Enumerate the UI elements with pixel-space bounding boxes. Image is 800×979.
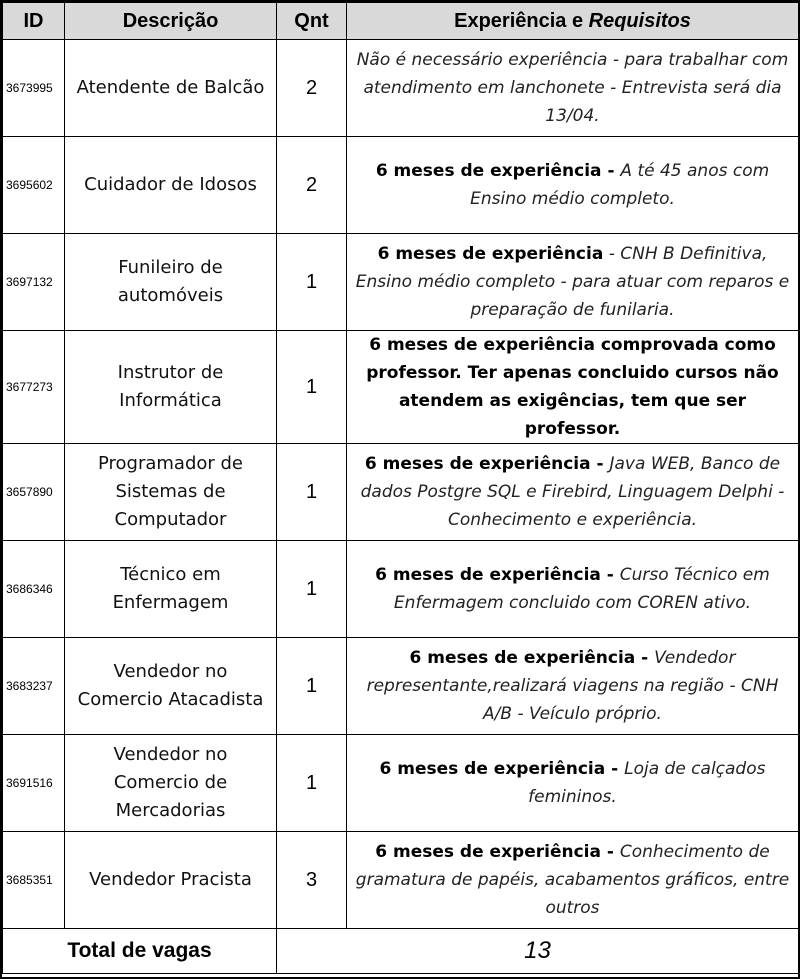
row-qnt: 1 xyxy=(277,331,347,444)
header-qnt: Qnt xyxy=(277,3,347,40)
row-id: 3683237 xyxy=(3,638,65,735)
total-row xyxy=(3,929,799,974)
row-id: 3695602 xyxy=(3,137,65,234)
row-experiencia xyxy=(347,638,799,735)
row-id: 3673995 xyxy=(3,40,65,137)
row-descricao: Instrutor de Informática xyxy=(65,331,277,444)
row-id: 3685351 xyxy=(3,832,65,929)
row-qnt: 1 xyxy=(277,541,347,638)
table-row xyxy=(3,331,799,444)
row-exp-italic: Loja de calçados femininos. xyxy=(528,759,766,807)
row-exp-italic: Conhecimento de gramatura de papéis, acabamentos gráficos, entre outros xyxy=(355,842,790,918)
table-row xyxy=(3,137,799,234)
row-id: 3691516 xyxy=(3,735,65,832)
table-row xyxy=(3,234,799,331)
header-descricao: Descrição xyxy=(65,3,277,40)
row-experiencia xyxy=(347,832,799,929)
row-descricao: Programador de Sistemas de Computador xyxy=(65,444,277,541)
row-id: 3677273 xyxy=(3,331,65,444)
row-exp-bold: 6 meses de experiência comprovada como professor. Ter apenas concluido cursos não atendem as exigências, tem que ser professor. xyxy=(366,335,779,439)
row-exp-italic: Vendedor representante,realizará viagens na região - CNH A/B - Veículo próprio. xyxy=(366,648,779,724)
row-id: 3657890 xyxy=(3,444,65,541)
table-row xyxy=(3,832,799,929)
row-experiencia xyxy=(347,541,799,638)
row-qnt: 1 xyxy=(277,234,347,331)
row-qnt: 1 xyxy=(277,638,347,735)
header-experiencia-prefix: Experiência e xyxy=(454,9,589,32)
row-exp-italic: A té 45 anos com Ensino médio completo. xyxy=(470,161,770,209)
row-experiencia xyxy=(347,40,799,137)
job-openings-table xyxy=(2,2,799,974)
row-exp-bold: 6 meses de experiência - xyxy=(379,759,625,779)
row-exp-italic: Java WEB, Banco de dados Postgre SQL e Firebird, Linguagem Delphi - Conhecimento e experiência. xyxy=(360,454,785,530)
table-row xyxy=(3,444,799,541)
row-experiencia xyxy=(347,331,799,444)
header-experiencia-italic: Requisitos xyxy=(588,9,691,32)
row-exp-bold: 6 meses de experiência - xyxy=(375,565,620,585)
row-descricao: Vendedor no Comercio de Mercadorias xyxy=(65,735,277,832)
row-qnt: 2 xyxy=(277,137,347,234)
table-row xyxy=(3,541,799,638)
row-qnt: 1 xyxy=(277,444,347,541)
total-label: Total de vagas xyxy=(3,929,277,974)
row-id: 3697132 xyxy=(3,234,65,331)
row-exp-italic: - CNH B Definitiva, Ensino médio completo - para atuar com reparos e preparação de funilaria. xyxy=(355,244,790,320)
row-id: 3686346 xyxy=(3,541,65,638)
row-exp-bold: 6 meses de experiência - xyxy=(375,842,620,862)
row-descricao: Atendente de Balcão xyxy=(65,40,277,137)
table-row xyxy=(3,735,799,832)
row-descricao: Vendedor Pracista xyxy=(65,832,277,929)
row-experiencia xyxy=(347,735,799,832)
row-descricao: Funileiro de automóveis xyxy=(65,234,277,331)
table-header-row xyxy=(3,3,799,40)
total-value: 13 xyxy=(277,929,799,974)
row-exp-bold: 6 meses de experiência - xyxy=(364,454,610,474)
table-row xyxy=(3,638,799,735)
row-experiencia xyxy=(347,444,799,541)
table-row xyxy=(3,40,799,137)
row-experiencia xyxy=(347,137,799,234)
header-id: ID xyxy=(3,3,65,40)
row-descricao: Técnico em Enfermagem xyxy=(65,541,277,638)
row-exp-bold: 6 meses de experiência - xyxy=(409,648,655,668)
row-descricao: Vendedor no Comercio Atacadista xyxy=(65,638,277,735)
row-exp-bold: 6 meses de experiência xyxy=(377,244,604,264)
header-experiencia xyxy=(347,3,799,40)
row-qnt: 1 xyxy=(277,735,347,832)
row-exp-bold: 6 meses de experiência - xyxy=(375,161,621,181)
row-exp-italic: Curso Técnico em Enfermagem concluido com COREN ativo. xyxy=(393,565,770,613)
row-qnt: 2 xyxy=(277,40,347,137)
row-descricao: Cuidador de Idosos xyxy=(65,137,277,234)
row-exp-italic: Não é necessário experiência - para trabalhar com atendimento em lanchonete - Entrevista será dia 13/04. xyxy=(356,50,789,126)
row-experiencia xyxy=(347,234,799,331)
row-qnt: 3 xyxy=(277,832,347,929)
